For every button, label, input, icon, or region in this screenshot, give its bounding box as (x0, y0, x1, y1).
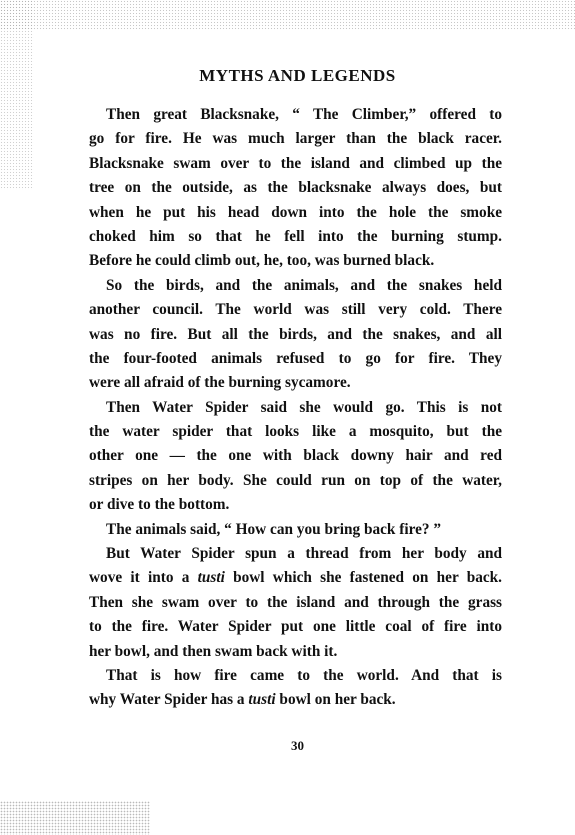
text-line: Then she swam over to the island and through the grass (89, 593, 502, 611)
text-line: stripes on her body. She could run on top of the water, (89, 471, 502, 489)
text-line: That is how fire came to the world. And that is (106, 666, 502, 684)
text-line: But Water Spider spun a thread from her body and (106, 545, 502, 563)
text-line: the four-footed animals refused to go for fire. They (89, 349, 502, 367)
page-number: 30 (291, 738, 304, 753)
scan-artifact-top (0, 0, 575, 30)
text-line: or dive to the bottom. (89, 496, 230, 514)
text-line: her bowl, and then swam back with it. (89, 642, 338, 660)
text-line: So the birds, and the animals, and the snakes held (106, 276, 502, 294)
body-text (89, 103, 502, 713)
text-line: the water spider that looks like a mosquito, but the (89, 423, 502, 441)
text-line: Then Water Spider said she would go. This is not (106, 398, 502, 416)
scan-artifact-bottom (0, 801, 150, 835)
text-line: Blacksnake swam over to the island and climbed up the (89, 154, 502, 172)
text-line: other one — the one with black downy hair and red (89, 447, 502, 465)
text-line: were all afraid of the burning sycamore. (89, 374, 351, 392)
text-line: Before he could climb out, he, too, was burned black. (89, 252, 435, 270)
text-line: go for fire. He was much larger than the black racer. (89, 130, 502, 148)
text-line: another council. The world was still very cold. There (89, 301, 502, 319)
text-line: why Water Spider has a tusti bowl on her back. (89, 691, 396, 709)
text-line: to the fire. Water Spider put one little coal of fire into (89, 618, 502, 636)
running-title: MYTHS AND LEGENDS (199, 66, 396, 85)
text-line: was no fire. But all the birds, and the snakes, and all (89, 325, 502, 343)
text-line: The animals said, “ How can you bring back fire? ” (106, 520, 442, 538)
text-line: tree on the outside, as the blacksnake always does, but (89, 179, 502, 197)
text-line: when he put his head down into the hole the smoke (89, 203, 502, 221)
scan-artifact-left (0, 0, 34, 190)
text-line: choked him so that he fell into the burning stump. (89, 227, 502, 245)
text-line: Then great Blacksnake, “ The Climber,” offered to (106, 106, 502, 123)
text-line: wove it into a tusti bowl which she fastened on her back. (89, 569, 502, 587)
